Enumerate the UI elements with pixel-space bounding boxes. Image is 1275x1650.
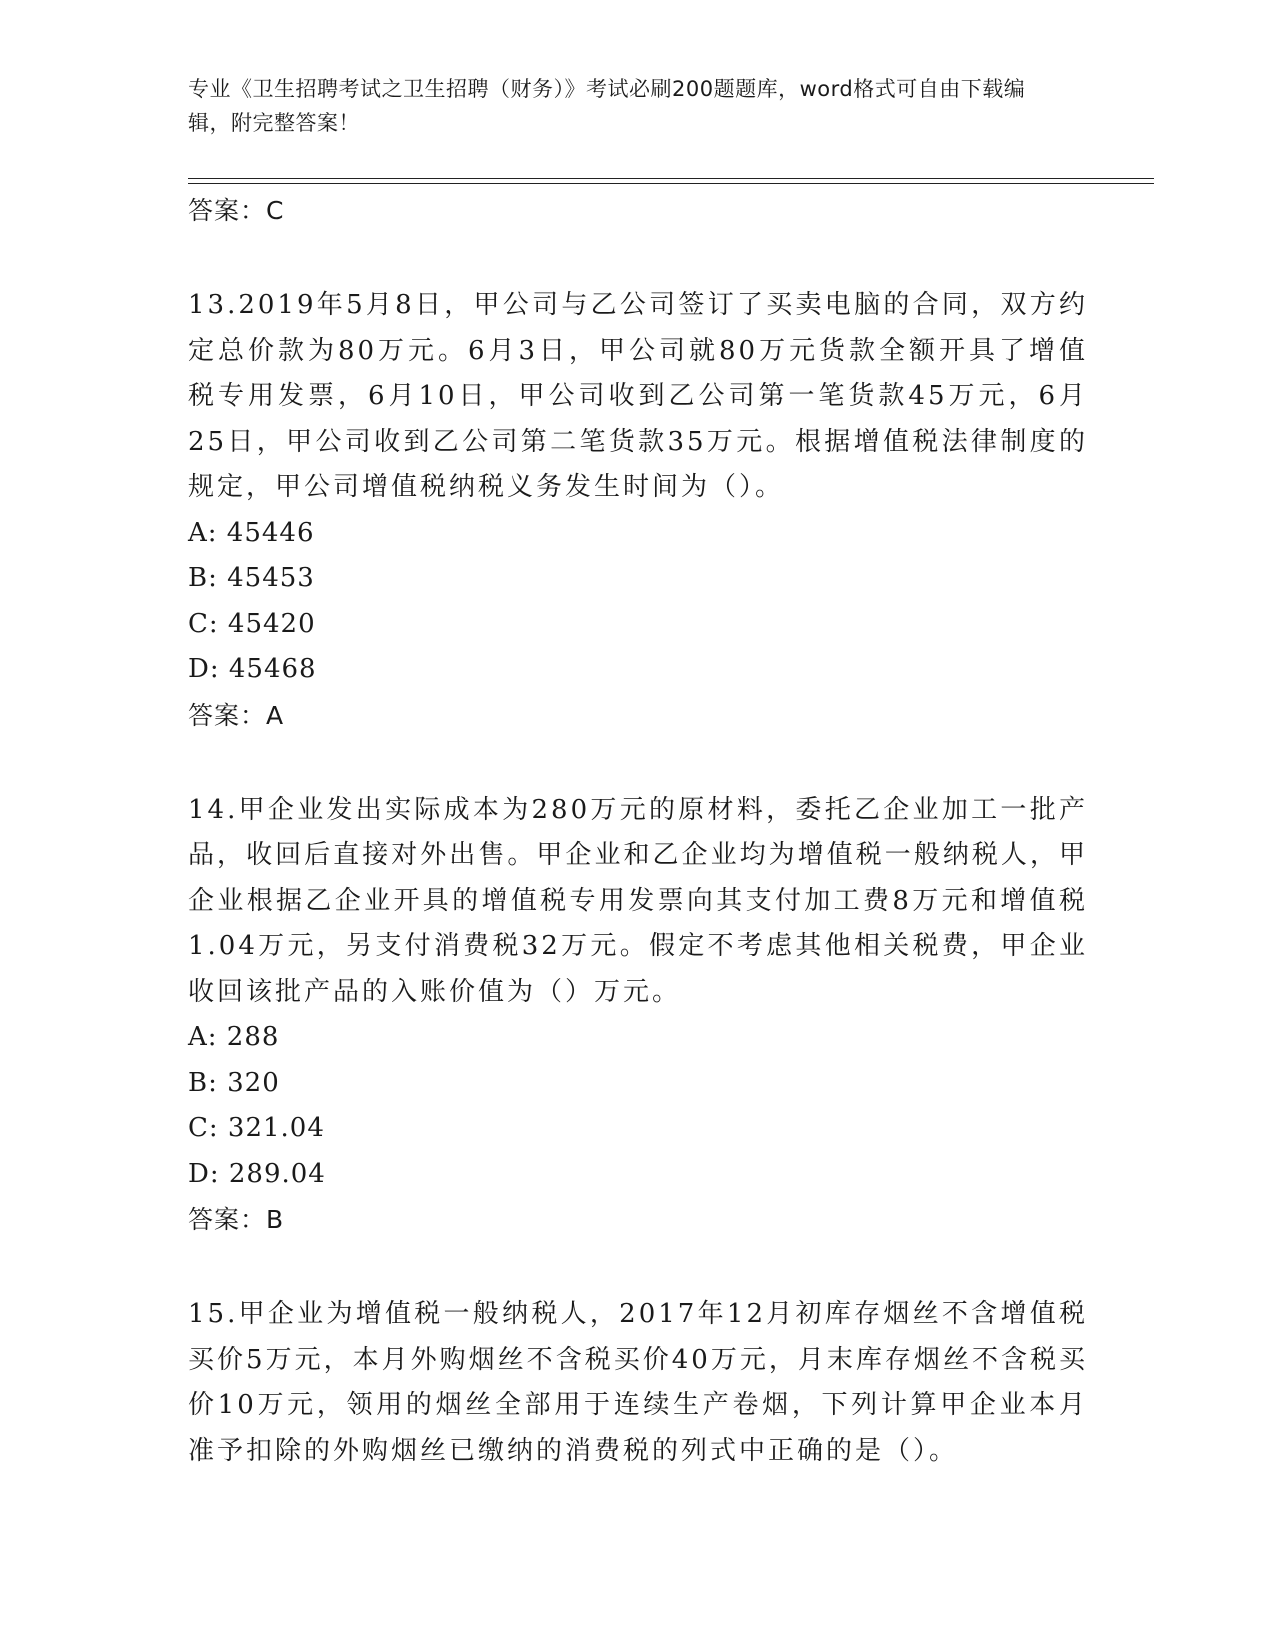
- question-13-option-b: B: 45453: [188, 563, 315, 593]
- header-divider-top: [188, 178, 1154, 179]
- answer-prev: 答案：C: [188, 196, 285, 225]
- question-13-option-d: D: 45468: [188, 654, 317, 684]
- question-list: [188, 188, 1088, 1474]
- question-14-option-b: B: 320: [188, 1067, 280, 1098]
- question-14-text: 14.甲企业发出实际成本为280万元的原材料，委托乙企业加工一批产品，收回后直接对外出售。甲企业和乙企业均为增值税一般纳税人，甲企业根据乙企业开具的增值税专用发票向其支付加工费8万元和增值税1.04万元，另支付消费税32万元。假定不考虑其他相关税费，甲企业收回该批产品的入账价值为（）万元。: [188, 794, 1088, 1007]
- question-15-text: 15.甲企业为增值税一般纳税人，2017年12月初库存烟丝不含增值税买价5万元，本月外购烟丝不含税买价40万元，月末库存烟丝不含税买价10万元，领用的烟丝全部用于连续生产卷烟，下列计算甲企业本月准予扣除的外购烟丝已缴纳的消费税的列式中正确的是（）。: [188, 1299, 1088, 1466]
- question-14-option-a: A: 288: [188, 1022, 280, 1052]
- question-13-option-a: A: 45446: [188, 517, 315, 548]
- document-header: 专业《卫生招聘考试之卫生招聘（财务）》考试必刷200题题库，word格式可自由下载编辑，附完整答案！: [188, 77, 1026, 135]
- question-13-option-c: C: 45420: [188, 608, 316, 639]
- question-13-text: 13.2019年5月8日，甲公司与乙公司签订了买卖电脑的合同，双方约定总价款为80万元。6月3日，甲公司就80万元货款全额开具了增值税专用发票，6月10日，甲公司收到乙公司第一笔货款45万元，6月25日，甲公司收到乙公司第二笔货款35万元。根据增值税法律制度的规定，甲公司增值税纳税义务发生时间为（）。: [188, 290, 1088, 502]
- question-14-option-d: D: 289.04: [188, 1158, 326, 1189]
- question-13-answer: 答案：A: [188, 700, 285, 730]
- header-divider-bottom: [188, 183, 1154, 184]
- question-14-option-c: C: 321.04: [188, 1113, 325, 1143]
- question-14-answer: 答案：B: [188, 1205, 285, 1234]
